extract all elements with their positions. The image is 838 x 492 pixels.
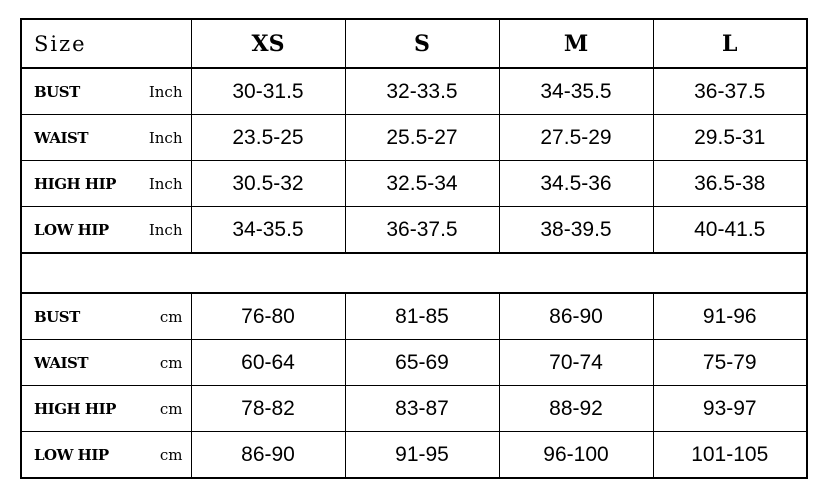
row-label-cell: [21, 432, 191, 479]
value-cell: 86-90: [191, 432, 345, 479]
size-header-s: S: [345, 19, 499, 68]
size-header-m: M: [499, 19, 653, 68]
size-chart-container: [20, 18, 806, 476]
value-cell: 30-31.5: [191, 68, 345, 115]
value-cell: 96-100: [499, 432, 653, 479]
row-label-cell: [21, 340, 191, 386]
size-label-cell: [21, 19, 191, 68]
measure-label: HIGH HIP: [34, 174, 116, 193]
row-label-cell: [21, 386, 191, 432]
value-cell: 91-96: [653, 293, 807, 340]
size-label: Size: [34, 31, 87, 56]
table-row: [21, 432, 807, 479]
measure-label: WAIST: [34, 128, 89, 147]
value-cell: 76-80: [191, 293, 345, 340]
value-cell: 25.5-27: [345, 115, 499, 161]
value-cell: 34-35.5: [499, 68, 653, 115]
measure-label: BUST: [34, 82, 80, 101]
measure-label: BUST: [34, 307, 80, 326]
row-label-cell: [21, 161, 191, 207]
row-label-cell: [21, 115, 191, 161]
table-row: [21, 115, 807, 161]
value-cell: 78-82: [191, 386, 345, 432]
unit-label: Inch: [148, 82, 183, 101]
value-cell: 29.5-31: [653, 115, 807, 161]
value-cell: 36.5-38: [653, 161, 807, 207]
value-cell: 83-87: [345, 386, 499, 432]
measure-label: LOW HIP: [34, 220, 109, 239]
unit-label: cm: [159, 353, 183, 372]
section-divider-row: [21, 253, 807, 293]
value-cell: 88-92: [499, 386, 653, 432]
row-label-cell: [21, 68, 191, 115]
unit-label: cm: [159, 399, 183, 418]
unit-label: Inch: [148, 128, 183, 147]
measure-label: WAIST: [34, 353, 89, 372]
measure-label: LOW HIP: [34, 445, 109, 464]
value-cell: 34.5-36: [499, 161, 653, 207]
table-row: [21, 340, 807, 386]
unit-label: cm: [159, 445, 183, 464]
table-row: [21, 68, 807, 115]
header-row: [21, 19, 807, 68]
value-cell: 30.5-32: [191, 161, 345, 207]
size-chart-table: [20, 18, 808, 479]
value-cell: 34-35.5: [191, 207, 345, 254]
section-divider: [21, 253, 807, 293]
row-label-cell: [21, 207, 191, 254]
value-cell: 101-105: [653, 432, 807, 479]
table-row: [21, 161, 807, 207]
value-cell: 60-64: [191, 340, 345, 386]
value-cell: 75-79: [653, 340, 807, 386]
value-cell: 32-33.5: [345, 68, 499, 115]
value-cell: 93-97: [653, 386, 807, 432]
value-cell: 40-41.5: [653, 207, 807, 254]
value-cell: 38-39.5: [499, 207, 653, 254]
unit-label: Inch: [148, 174, 183, 193]
measure-label: HIGH HIP: [34, 399, 116, 418]
table-row: [21, 293, 807, 340]
value-cell: 70-74: [499, 340, 653, 386]
size-header-xs: XS: [191, 19, 345, 68]
value-cell: 23.5-25: [191, 115, 345, 161]
value-cell: 27.5-29: [499, 115, 653, 161]
value-cell: 81-85: [345, 293, 499, 340]
value-cell: 36-37.5: [345, 207, 499, 254]
table-row: [21, 386, 807, 432]
value-cell: 65-69: [345, 340, 499, 386]
unit-label: cm: [159, 307, 183, 326]
value-cell: 86-90: [499, 293, 653, 340]
unit-label: Inch: [148, 220, 183, 239]
value-cell: 91-95: [345, 432, 499, 479]
row-label-cell: [21, 293, 191, 340]
table-row: [21, 207, 807, 254]
value-cell: 32.5-34: [345, 161, 499, 207]
value-cell: 36-37.5: [653, 68, 807, 115]
size-header-l: L: [653, 19, 807, 68]
